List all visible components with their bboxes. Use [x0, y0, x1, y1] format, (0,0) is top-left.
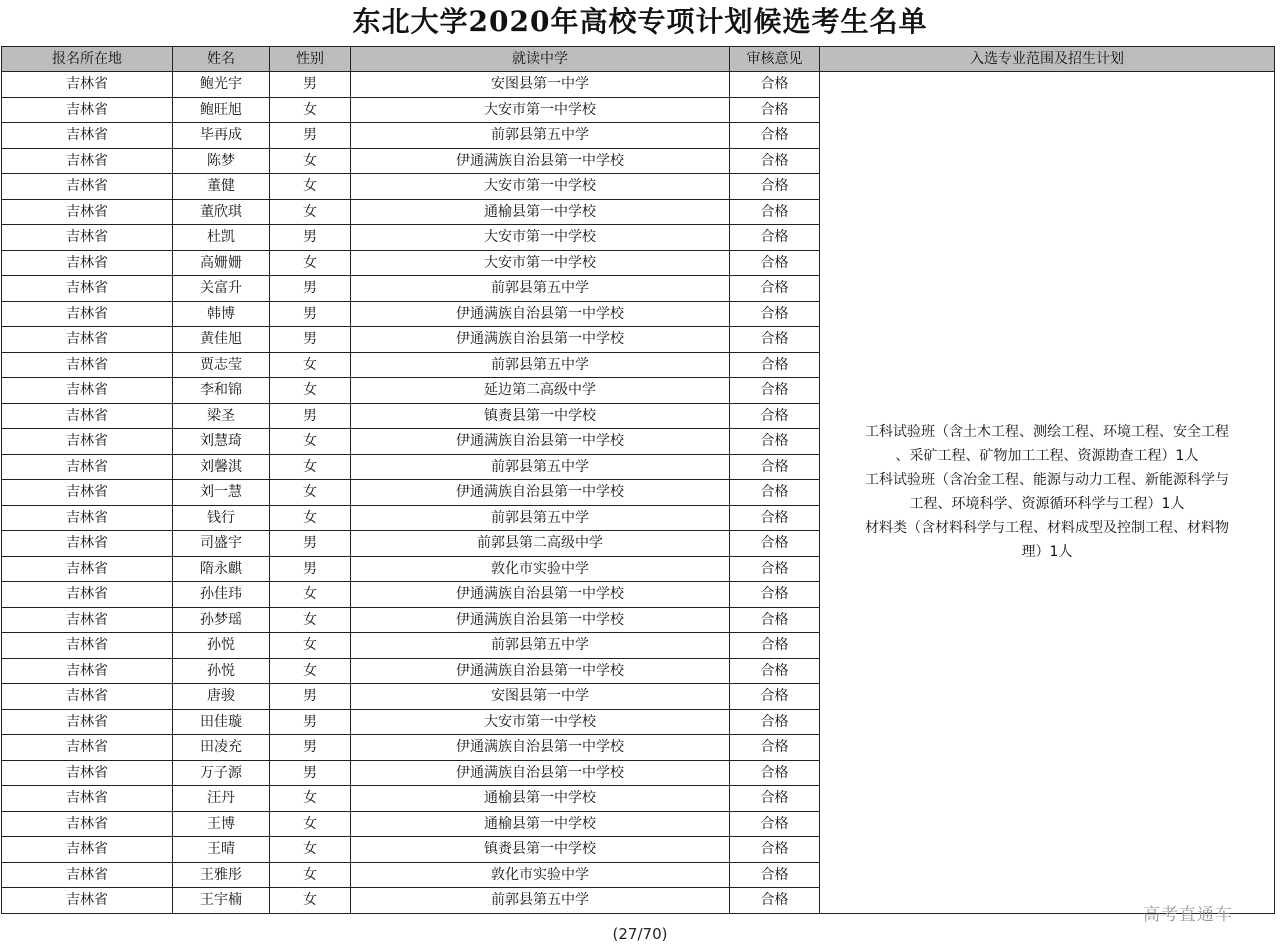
cell-school: 伊通满族自治县第一中学校 [351, 760, 730, 786]
cell-gender: 女 [270, 582, 351, 608]
cell-school: 伊通满族自治县第一中学校 [351, 735, 730, 761]
header-school: 就读中学 [351, 47, 730, 72]
cell-region: 吉林省 [2, 633, 173, 659]
cell-result: 合格 [730, 582, 820, 608]
cell-gender: 女 [270, 454, 351, 480]
cell-school: 前郭县第二高级中学 [351, 531, 730, 557]
plan-line: 、采矿工程、矿物加工工程、资源勘查工程）1人 [895, 448, 1199, 465]
cell-result: 合格 [730, 97, 820, 123]
cell-gender: 女 [270, 429, 351, 455]
cell-school: 伊通满族自治县第一中学校 [351, 148, 730, 174]
cell-name: 唐骏 [173, 684, 270, 710]
cell-region: 吉林省 [2, 301, 173, 327]
cell-gender: 男 [270, 225, 351, 251]
cell-name: 刘慧琦 [173, 429, 270, 455]
cell-region: 吉林省 [2, 888, 173, 914]
cell-school: 伊通满族自治县第一中学校 [351, 607, 730, 633]
cell-name: 鲍光宇 [173, 72, 270, 98]
cell-region: 吉林省 [2, 123, 173, 149]
cell-school: 前郭县第五中学 [351, 123, 730, 149]
cell-gender: 男 [270, 556, 351, 582]
cell-name: 万子源 [173, 760, 270, 786]
cell-region: 吉林省 [2, 72, 173, 98]
cell-school: 伊通满族自治县第一中学校 [351, 301, 730, 327]
cell-name: 孙悦 [173, 633, 270, 659]
cell-school: 前郭县第五中学 [351, 888, 730, 914]
cell-gender: 男 [270, 709, 351, 735]
cell-school: 通榆县第一中学校 [351, 199, 730, 225]
cell-school: 通榆县第一中学校 [351, 786, 730, 812]
cell-region: 吉林省 [2, 811, 173, 837]
cell-result: 合格 [730, 403, 820, 429]
plan-line: 工程、环境科学、资源循环科学与工程）1人 [909, 496, 1185, 513]
cell-name: 汪丹 [173, 786, 270, 812]
cell-school: 敦化市实验中学 [351, 556, 730, 582]
cell-name: 隋永麒 [173, 556, 270, 582]
cell-result: 合格 [730, 250, 820, 276]
cell-name: 梁圣 [173, 403, 270, 429]
cell-name: 司盛宇 [173, 531, 270, 557]
cell-result: 合格 [730, 531, 820, 557]
cell-result: 合格 [730, 378, 820, 404]
cell-name: 孙梦瑶 [173, 607, 270, 633]
cell-gender: 女 [270, 352, 351, 378]
cell-name: 董欣琪 [173, 199, 270, 225]
cell-gender: 男 [270, 760, 351, 786]
cell-gender: 女 [270, 658, 351, 684]
cell-name: 王宇楠 [173, 888, 270, 914]
cell-name: 田凌充 [173, 735, 270, 761]
cell-result: 合格 [730, 301, 820, 327]
cell-gender: 女 [270, 97, 351, 123]
cell-result: 合格 [730, 429, 820, 455]
cell-region: 吉林省 [2, 148, 173, 174]
cell-region: 吉林省 [2, 276, 173, 302]
cell-region: 吉林省 [2, 225, 173, 251]
cell-result: 合格 [730, 72, 820, 98]
cell-school: 安图县第一中学 [351, 684, 730, 710]
cell-region: 吉林省 [2, 786, 173, 812]
cell-result: 合格 [730, 276, 820, 302]
cell-name: 王晴 [173, 837, 270, 863]
cell-name: 韩博 [173, 301, 270, 327]
cell-school: 大安市第一中学校 [351, 709, 730, 735]
cell-gender: 女 [270, 607, 351, 633]
cell-name: 孙佳玮 [173, 582, 270, 608]
header-region: 报名所在地 [2, 47, 173, 72]
cell-result: 合格 [730, 633, 820, 659]
cell-gender: 女 [270, 786, 351, 812]
cell-name: 董健 [173, 174, 270, 200]
cell-region: 吉林省 [2, 658, 173, 684]
cell-school: 镇赉县第一中学校 [351, 837, 730, 863]
cell-region: 吉林省 [2, 735, 173, 761]
cell-school: 前郭县第五中学 [351, 454, 730, 480]
cell-result: 合格 [730, 454, 820, 480]
cell-region: 吉林省 [2, 454, 173, 480]
cell-name: 王雅彤 [173, 862, 270, 888]
cell-school: 安图县第一中学 [351, 72, 730, 98]
cell-gender: 女 [270, 633, 351, 659]
cell-school: 伊通满族自治县第一中学校 [351, 658, 730, 684]
cell-name: 高姗姗 [173, 250, 270, 276]
cell-gender: 男 [270, 684, 351, 710]
cell-gender: 女 [270, 148, 351, 174]
cell-gender: 女 [270, 811, 351, 837]
cell-result: 合格 [730, 658, 820, 684]
cell-plan [820, 72, 1275, 914]
cell-result: 合格 [730, 327, 820, 353]
cell-gender: 女 [270, 888, 351, 914]
cell-region: 吉林省 [2, 607, 173, 633]
cell-name: 毕再成 [173, 123, 270, 149]
cell-gender: 男 [270, 276, 351, 302]
cell-school: 伊通满族自治县第一中学校 [351, 480, 730, 506]
header-gender: 性别 [270, 47, 351, 72]
cell-region: 吉林省 [2, 709, 173, 735]
cell-school: 伊通满族自治县第一中学校 [351, 429, 730, 455]
cell-region: 吉林省 [2, 582, 173, 608]
cell-region: 吉林省 [2, 174, 173, 200]
cell-result: 合格 [730, 735, 820, 761]
cell-result: 合格 [730, 811, 820, 837]
cell-result: 合格 [730, 123, 820, 149]
cell-region: 吉林省 [2, 403, 173, 429]
cell-region: 吉林省 [2, 684, 173, 710]
cell-region: 吉林省 [2, 556, 173, 582]
plan-line: 工科试验班（含冶金工程、能源与动力工程、新能源科学与 [865, 472, 1229, 489]
cell-gender: 女 [270, 250, 351, 276]
cell-name: 杜凯 [173, 225, 270, 251]
header-name: 姓名 [173, 47, 270, 72]
cell-gender: 男 [270, 735, 351, 761]
table-header-row [2, 47, 1275, 72]
cell-result: 合格 [730, 225, 820, 251]
cell-region: 吉林省 [2, 352, 173, 378]
candidate-table [1, 46, 1275, 914]
watermark: 高考直通车 [1143, 905, 1233, 925]
cell-name: 田佳璇 [173, 709, 270, 735]
table-row [2, 72, 1275, 98]
cell-name: 关富升 [173, 276, 270, 302]
cell-name: 鲍旺旭 [173, 97, 270, 123]
cell-school: 通榆县第一中学校 [351, 811, 730, 837]
cell-region: 吉林省 [2, 505, 173, 531]
cell-gender: 女 [270, 862, 351, 888]
cell-gender: 女 [270, 378, 351, 404]
cell-result: 合格 [730, 888, 820, 914]
cell-result: 合格 [730, 709, 820, 735]
cell-region: 吉林省 [2, 480, 173, 506]
page-title: 东北大学2020年高校专项计划候选考生名单 [352, 5, 928, 38]
cell-region: 吉林省 [2, 531, 173, 557]
cell-result: 合格 [730, 148, 820, 174]
cell-school: 伊通满族自治县第一中学校 [351, 582, 730, 608]
cell-region: 吉林省 [2, 199, 173, 225]
cell-region: 吉林省 [2, 378, 173, 404]
cell-gender: 男 [270, 403, 351, 429]
cell-school: 敦化市实验中学 [351, 862, 730, 888]
cell-gender: 女 [270, 174, 351, 200]
cell-name: 陈梦 [173, 148, 270, 174]
header-plan: 入选专业范围及招生计划 [820, 47, 1275, 72]
cell-school: 前郭县第五中学 [351, 505, 730, 531]
cell-gender: 女 [270, 505, 351, 531]
cell-result: 合格 [730, 556, 820, 582]
cell-name: 钱行 [173, 505, 270, 531]
cell-result: 合格 [730, 760, 820, 786]
cell-result: 合格 [730, 505, 820, 531]
cell-gender: 男 [270, 301, 351, 327]
cell-school: 伊通满族自治县第一中学校 [351, 327, 730, 353]
cell-region: 吉林省 [2, 97, 173, 123]
cell-gender: 男 [270, 123, 351, 149]
cell-gender: 女 [270, 480, 351, 506]
cell-result: 合格 [730, 199, 820, 225]
cell-region: 吉林省 [2, 837, 173, 863]
cell-name: 李和锦 [173, 378, 270, 404]
cell-result: 合格 [730, 174, 820, 200]
cell-gender: 男 [270, 72, 351, 98]
cell-region: 吉林省 [2, 760, 173, 786]
cell-name: 孙悦 [173, 658, 270, 684]
cell-region: 吉林省 [2, 250, 173, 276]
cell-gender: 女 [270, 837, 351, 863]
cell-name: 刘一慧 [173, 480, 270, 506]
page-number: (27/70) [612, 925, 668, 943]
cell-name: 贾志莹 [173, 352, 270, 378]
cell-school: 前郭县第五中学 [351, 276, 730, 302]
header-result: 审核意见 [730, 47, 820, 72]
cell-school: 大安市第一中学校 [351, 225, 730, 251]
cell-name: 王博 [173, 811, 270, 837]
cell-school: 镇赉县第一中学校 [351, 403, 730, 429]
cell-school: 大安市第一中学校 [351, 250, 730, 276]
cell-name: 刘馨淇 [173, 454, 270, 480]
cell-result: 合格 [730, 837, 820, 863]
cell-result: 合格 [730, 862, 820, 888]
cell-school: 大安市第一中学校 [351, 174, 730, 200]
cell-result: 合格 [730, 786, 820, 812]
cell-school: 前郭县第五中学 [351, 633, 730, 659]
cell-result: 合格 [730, 480, 820, 506]
cell-result: 合格 [730, 352, 820, 378]
cell-name: 黄佳旭 [173, 327, 270, 353]
cell-result: 合格 [730, 684, 820, 710]
cell-school: 延边第二高级中学 [351, 378, 730, 404]
plan-line: 理）1人 [1021, 544, 1073, 561]
plan-line: 材料类（含材料科学与工程、材料成型及控制工程、材料物 [865, 520, 1229, 537]
cell-school: 大安市第一中学校 [351, 97, 730, 123]
cell-region: 吉林省 [2, 862, 173, 888]
cell-gender: 男 [270, 531, 351, 557]
cell-region: 吉林省 [2, 429, 173, 455]
cell-region: 吉林省 [2, 327, 173, 353]
cell-result: 合格 [730, 607, 820, 633]
table-body [2, 72, 1275, 914]
cell-gender: 男 [270, 327, 351, 353]
cell-gender: 女 [270, 199, 351, 225]
cell-school: 前郭县第五中学 [351, 352, 730, 378]
plan-line: 工科试验班（含土木工程、测绘工程、环境工程、安全工程 [865, 424, 1229, 441]
